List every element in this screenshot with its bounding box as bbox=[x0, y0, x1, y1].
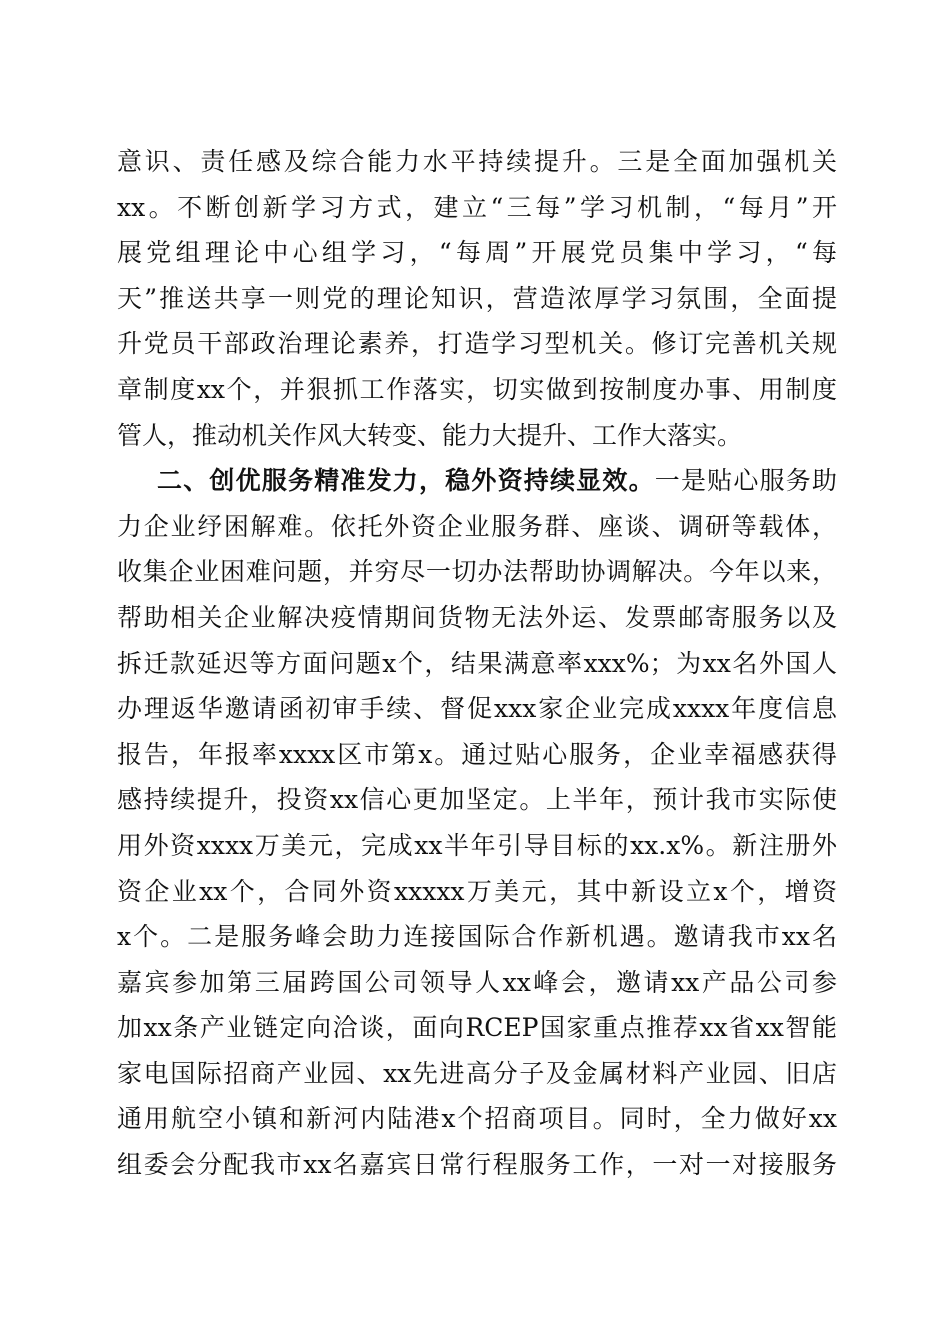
text-line: xx。不断创新学习方式，建立“三每”学习机制，“每月”开 bbox=[117, 192, 837, 222]
text-line: 用外资xxxx万美元，完成xx半年引导目标的xx.x%。新注册外 bbox=[117, 830, 837, 860]
section-heading: 二、创优服务精准发力，稳外资持续显效。 bbox=[157, 466, 655, 496]
paragraph-1 bbox=[117, 139, 837, 458]
text-line: 家电国际招商产业园、xx先进高分子及金属材料产业园、旧店 bbox=[117, 1058, 837, 1088]
text-line: 天”推送共享一则党的理论知识，营造浓厚学习氛围，全面提 bbox=[117, 283, 837, 313]
document-body bbox=[117, 139, 837, 1188]
text-line: 加xx条产业链定向洽谈，面向RCEP国家重点推荐xx省xx智能 bbox=[117, 1013, 837, 1043]
text-line: 升党员干部政治理论素养，打造学习型机关。修订完善机关规 bbox=[117, 329, 837, 359]
text-line: 力企业纾困解难。依托外资企业服务群、座谈、调研等载体， bbox=[117, 511, 837, 541]
text-span: 一是贴心服务助 bbox=[654, 466, 837, 496]
text-line: 感持续提升，投资xx信心更加坚定。上半年，预计我市实际使 bbox=[117, 785, 837, 815]
text-line: 意识、责任感及综合能力水平持续提升。三是全面加强机关 bbox=[117, 147, 837, 176]
text-line: 展党组理论中心组学习，“每周”开展党员集中学习，“每 bbox=[117, 238, 837, 268]
text-line: x个。二是服务峰会助力连接国际合作新机遇。邀请我市xx名 bbox=[117, 922, 837, 952]
text-line: 章制度xx个，并狠抓工作落实，切实做到按制度办事、用制度 bbox=[117, 374, 837, 404]
text-line: 通用航空小镇和新河内陆港x个招商项目。同时，全力做好xx bbox=[117, 1104, 837, 1134]
text-line: 帮助相关企业解决疫情期间货物无法外运、发票邮寄服务以及 bbox=[117, 602, 837, 632]
text-line: 管人，推动机关作风大转变、能力大提升、工作大落实。 bbox=[117, 420, 743, 450]
text-line: 组委会分配我市xx名嘉宾日常行程服务工作，一对一对接服务 bbox=[117, 1150, 837, 1180]
paragraph-2 bbox=[117, 458, 837, 1188]
text-line: 办理返华邀请函初审手续、督促xxx家企业完成xxxx年度信息 bbox=[117, 694, 837, 724]
text-line: 嘉宾参加第三届跨国公司领导人xx峰会，邀请xx产品公司参 bbox=[117, 967, 837, 997]
paragraph-2-first-line bbox=[117, 458, 837, 504]
text-line: 收集企业困难问题，并穷尽一切办法帮助协调解决。今年以来， bbox=[117, 557, 837, 587]
text-line: 拆迁款延迟等方面问题x个，结果满意率xxx%；为xx名外国人 bbox=[117, 648, 837, 678]
text-line: 资企业xx个，合同外资xxxxx万美元，其中新设立x个，增资 bbox=[117, 876, 837, 906]
text-line: 报告，年报率xxxx区市第x。通过贴心服务，企业幸福感获得 bbox=[117, 739, 837, 769]
